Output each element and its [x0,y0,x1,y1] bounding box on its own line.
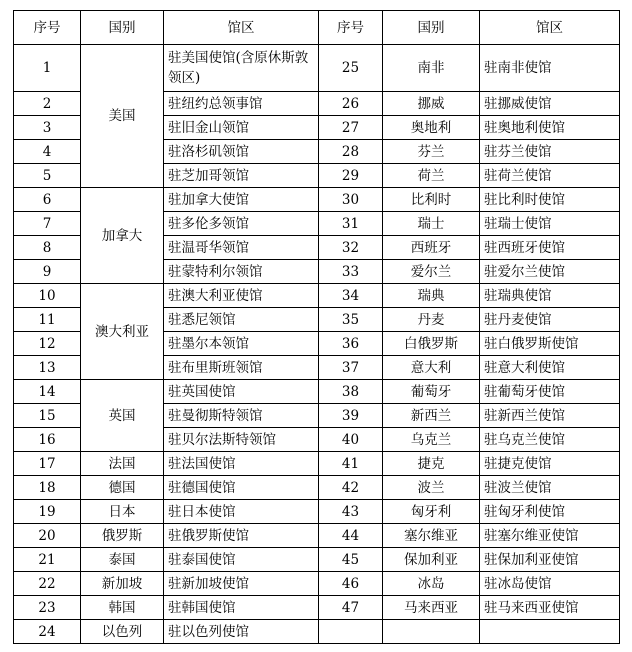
row-no: 29 [319,164,383,188]
row-no: 3 [14,116,81,140]
country-cell: 奥地利 [383,116,480,140]
country-cell: 瑞士 [383,212,480,236]
office-cell: 驻芬兰使馆 [480,140,620,164]
row-no: 8 [14,236,81,260]
empty-cell [383,620,480,644]
header-office-left: 馆区 [164,11,319,45]
row-no: 22 [14,572,81,596]
row-no: 36 [319,332,383,356]
office-cell: 驻美国使馆(含原休斯敦领区) [164,45,319,92]
office-cell: 驻英国使馆 [164,380,319,404]
office-cell: 驻旧金山领馆 [164,116,319,140]
office-cell: 驻韩国使馆 [164,596,319,620]
country-cell: 波兰 [383,476,480,500]
office-cell: 驻纽约总领事馆 [164,92,319,116]
office-cell: 驻奥地利使馆 [480,116,620,140]
country-cell: 英国 [81,380,164,452]
country-cell: 以色列 [81,620,164,644]
table-row [14,620,620,644]
office-cell: 驻西班牙使馆 [480,236,620,260]
row-no: 47 [319,596,383,620]
country-cell: 马来西亚 [383,596,480,620]
country-cell: 荷兰 [383,164,480,188]
country-cell: 南非 [383,45,480,92]
row-no: 26 [319,92,383,116]
row-no: 23 [14,596,81,620]
row-no: 13 [14,356,81,380]
office-cell: 驻曼彻斯特领馆 [164,404,319,428]
office-cell: 驻挪威使馆 [480,92,620,116]
row-no: 25 [319,45,383,92]
row-no: 38 [319,380,383,404]
header-row [14,11,620,45]
row-no: 44 [319,524,383,548]
country-cell: 法国 [81,452,164,476]
table-row [14,284,620,308]
row-no: 17 [14,452,81,476]
country-cell: 美国 [81,45,164,188]
office-cell: 驻瑞士使馆 [480,212,620,236]
table-row [14,452,620,476]
country-cell: 澳大利亚 [81,284,164,380]
office-cell: 驻爱尔兰使馆 [480,260,620,284]
office-cell: 驻日本使馆 [164,500,319,524]
country-cell: 瑞典 [383,284,480,308]
table-row [14,524,620,548]
office-cell: 驻荷兰使馆 [480,164,620,188]
country-cell: 塞尔维亚 [383,524,480,548]
header-no-right: 序号 [319,11,383,45]
row-no: 40 [319,428,383,452]
country-cell: 捷克 [383,452,480,476]
country-cell: 匈牙利 [383,500,480,524]
table-row [14,188,620,212]
country-cell: 泰国 [81,548,164,572]
row-no: 18 [14,476,81,500]
country-cell: 意大利 [383,356,480,380]
embassy-table [13,10,620,644]
office-cell: 驻加拿大使馆 [164,188,319,212]
row-no: 16 [14,428,81,452]
table-row [14,572,620,596]
office-cell: 驻波兰使馆 [480,476,620,500]
office-cell: 驻多伦多领馆 [164,212,319,236]
office-cell: 驻冰岛使馆 [480,572,620,596]
row-no: 42 [319,476,383,500]
empty-cell [480,620,620,644]
office-cell: 驻瑞典使馆 [480,284,620,308]
row-no: 33 [319,260,383,284]
row-no: 15 [14,404,81,428]
row-no: 39 [319,404,383,428]
table-row [14,548,620,572]
table-row [14,380,620,404]
office-cell: 驻墨尔本领馆 [164,332,319,356]
country-cell: 冰岛 [383,572,480,596]
country-cell: 乌克兰 [383,428,480,452]
row-no: 19 [14,500,81,524]
office-cell: 驻比利时使馆 [480,188,620,212]
row-no: 5 [14,164,81,188]
header-office-right: 馆区 [480,11,620,45]
country-cell: 挪威 [383,92,480,116]
row-no: 10 [14,284,81,308]
office-cell: 驻南非使馆 [480,45,620,92]
row-no: 43 [319,500,383,524]
office-cell: 驻芝加哥领馆 [164,164,319,188]
office-cell: 驻布里斯班领馆 [164,356,319,380]
row-no: 6 [14,188,81,212]
row-no: 32 [319,236,383,260]
row-no: 46 [319,572,383,596]
office-cell: 驻乌克兰使馆 [480,428,620,452]
office-cell: 驻塞尔维亚使馆 [480,524,620,548]
office-cell: 驻蒙特利尔领馆 [164,260,319,284]
office-cell: 驻保加利亚使馆 [480,548,620,572]
office-cell: 驻悉尼领馆 [164,308,319,332]
country-cell: 新加坡 [81,572,164,596]
office-cell: 驻以色列使馆 [164,620,319,644]
country-cell: 白俄罗斯 [383,332,480,356]
office-cell: 驻德国使馆 [164,476,319,500]
office-cell: 驻丹麦使馆 [480,308,620,332]
row-no: 11 [14,308,81,332]
row-no: 2 [14,92,81,116]
country-cell: 葡萄牙 [383,380,480,404]
row-no: 12 [14,332,81,356]
header-country-left: 国别 [81,11,164,45]
office-cell: 驻贝尔法斯特领馆 [164,428,319,452]
row-no: 4 [14,140,81,164]
row-no: 28 [319,140,383,164]
office-cell: 驻捷克使馆 [480,452,620,476]
country-cell: 德国 [81,476,164,500]
row-no: 31 [319,212,383,236]
office-cell: 驻俄罗斯使馆 [164,524,319,548]
row-no: 35 [319,308,383,332]
office-cell: 驻马来西亚使馆 [480,596,620,620]
row-no: 34 [319,284,383,308]
country-cell: 加拿大 [81,188,164,284]
row-no: 45 [319,548,383,572]
row-no: 1 [14,45,81,92]
country-cell: 比利时 [383,188,480,212]
country-cell: 爱尔兰 [383,260,480,284]
office-cell: 驻意大利使馆 [480,356,620,380]
header-no-left: 序号 [14,11,81,45]
row-no: 20 [14,524,81,548]
office-cell: 驻法国使馆 [164,452,319,476]
office-cell: 驻泰国使馆 [164,548,319,572]
table-row [14,500,620,524]
country-cell: 西班牙 [383,236,480,260]
country-cell: 芬兰 [383,140,480,164]
header-country-right: 国别 [383,11,480,45]
office-cell: 驻新西兰使馆 [480,404,620,428]
row-no: 7 [14,212,81,236]
row-no: 14 [14,380,81,404]
office-cell: 驻葡萄牙使馆 [480,380,620,404]
country-cell: 韩国 [81,596,164,620]
country-cell: 新西兰 [383,404,480,428]
country-cell: 丹麦 [383,308,480,332]
row-no: 9 [14,260,81,284]
row-no: 30 [319,188,383,212]
row-no: 37 [319,356,383,380]
office-cell: 驻新加坡使馆 [164,572,319,596]
office-cell: 驻洛杉矶领馆 [164,140,319,164]
country-cell: 日本 [81,500,164,524]
table-row [14,596,620,620]
table-row [14,45,620,92]
country-cell: 俄罗斯 [81,524,164,548]
office-cell: 驻澳大利亚使馆 [164,284,319,308]
office-cell: 驻温哥华领馆 [164,236,319,260]
row-no: 24 [14,620,81,644]
empty-cell [319,620,383,644]
row-no: 41 [319,452,383,476]
office-cell: 驻白俄罗斯使馆 [480,332,620,356]
office-cell: 驻匈牙利使馆 [480,500,620,524]
country-cell: 保加利亚 [383,548,480,572]
row-no: 21 [14,548,81,572]
table-row [14,476,620,500]
row-no: 27 [319,116,383,140]
